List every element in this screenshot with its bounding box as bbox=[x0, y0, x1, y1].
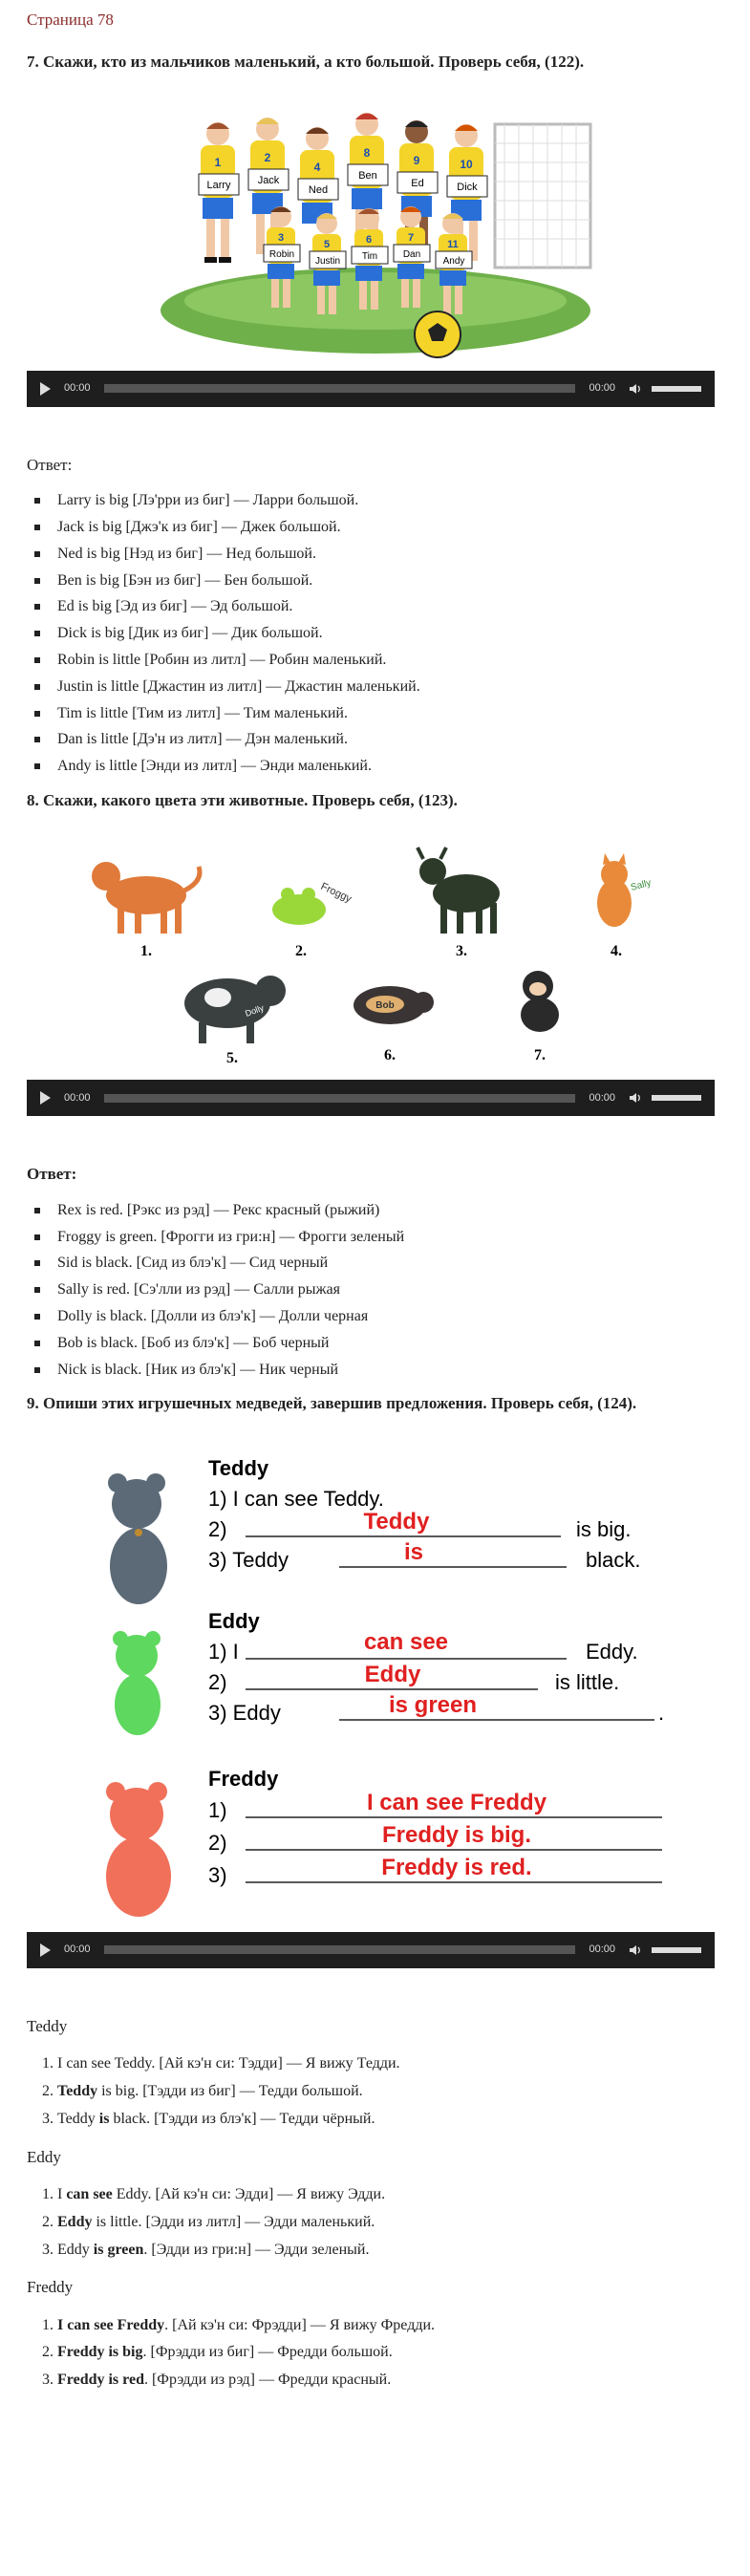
list-item: Justin is little [Джастин из литл] — Джастин маленький. bbox=[55, 676, 723, 699]
svg-text:1.: 1. bbox=[139, 943, 152, 960]
freddy-name: Freddy bbox=[207, 1766, 278, 1791]
list-item: 2. Eddy is little. [Эдди из литл] — Эдди маленький. bbox=[57, 2211, 723, 2235]
svg-text:9: 9 bbox=[413, 153, 419, 167]
boy-label: Larry bbox=[205, 179, 231, 191]
list-item: 3. Freddy is red. [Фрэдди из рэд] — Фредди красный. bbox=[57, 2369, 723, 2393]
freddy-heading: Freddy bbox=[27, 2278, 74, 2297]
svg-text:1): 1) bbox=[207, 1797, 227, 1822]
list-item: 2. Teddy is big. [Тэдди из биг] — Тедди большой. bbox=[57, 2080, 723, 2104]
svg-text:8: 8 bbox=[363, 145, 370, 160]
goat-figure bbox=[418, 848, 500, 959]
list-item: Froggy is green. [Фрогги из гри:н] — Фрогги зеленый bbox=[55, 1226, 723, 1250]
handwritten-answer: Freddy is big. bbox=[381, 1821, 531, 1848]
list-item: 2. Freddy is big. [Фрэдди из биг] — Фредди большой. bbox=[57, 2341, 723, 2365]
page-title: Страница 78 bbox=[27, 11, 114, 29]
svg-text:3: 3 bbox=[277, 231, 284, 244]
audio-player[interactable] bbox=[27, 1932, 715, 1968]
current-time: 00:00 bbox=[64, 382, 91, 395]
svg-text:.: . bbox=[657, 1700, 664, 1725]
list-item: Ben is big [Бэн из биг] — Бен большой. bbox=[55, 569, 723, 593]
animals-illustration bbox=[27, 824, 723, 1072]
teddy-name: Teddy bbox=[207, 1455, 268, 1480]
current-time: 00:00 bbox=[64, 1091, 91, 1104]
handwritten-answer: Freddy is red. bbox=[380, 1854, 532, 1880]
boy-label: Ned bbox=[308, 183, 328, 196]
svg-text:7: 7 bbox=[407, 231, 414, 244]
svg-text:Sally: Sally bbox=[629, 878, 653, 894]
audio-player[interactable] bbox=[27, 1080, 715, 1116]
cow-figure bbox=[184, 976, 286, 1066]
svg-text:6: 6 bbox=[365, 233, 372, 246]
list-item: 3. Eddy is green. [Эдди из гри:н] — Эдди зеленый. bbox=[57, 2239, 723, 2263]
svg-text:7.: 7. bbox=[533, 1047, 546, 1064]
boy-label: Justin bbox=[314, 255, 340, 267]
svg-text:3) Teddy: 3) Teddy bbox=[207, 1547, 289, 1572]
answer-label: Ответ: bbox=[27, 1165, 77, 1184]
svg-text:is big.: is big. bbox=[575, 1516, 631, 1541]
progress-bar[interactable] bbox=[104, 1945, 576, 1954]
svg-text:1: 1 bbox=[214, 155, 221, 169]
eddy-name: Eddy bbox=[207, 1608, 260, 1633]
svg-text:is little.: is little. bbox=[554, 1669, 619, 1694]
volume-slider[interactable] bbox=[652, 386, 701, 392]
svg-text:Eddy.: Eddy. bbox=[585, 1639, 638, 1664]
list-item: 1. I can see Eddy. [Ай кэ'н си: Эдди] — Я вижу Эдди. bbox=[57, 2183, 723, 2207]
teddy-heading: Teddy bbox=[27, 2016, 68, 2035]
boys-illustration bbox=[27, 86, 723, 363]
svg-text:Dolly: Dolly bbox=[243, 1003, 265, 1020]
audio-player[interactable] bbox=[27, 371, 715, 407]
boy-label: Dan bbox=[402, 248, 420, 260]
list-item: 1. I can see Teddy. [Ай кэ'н си: Тэдди] — Я вижу Тедди. bbox=[57, 2052, 723, 2076]
soccer-ball-icon bbox=[415, 311, 461, 357]
list-item: Robin is little [Робин из литл] — Робин маленький. bbox=[55, 649, 723, 673]
duration: 00:00 bbox=[589, 1091, 615, 1104]
svg-text:black.: black. bbox=[585, 1547, 640, 1572]
dog-figure bbox=[92, 862, 200, 959]
play-icon[interactable] bbox=[40, 1091, 51, 1105]
handwritten-answer: is green bbox=[388, 1691, 477, 1718]
svg-text:2): 2) bbox=[207, 1516, 227, 1541]
teddy-bear-figure bbox=[108, 1473, 167, 1604]
svg-text:2.: 2. bbox=[294, 943, 307, 960]
volume-slider[interactable] bbox=[652, 1095, 701, 1101]
task9-title: 9. Опиши этих игрушечных медведей, завершив предложения. Проверь себя, (124). bbox=[27, 1394, 637, 1413]
eddy-heading: Eddy bbox=[27, 2147, 61, 2166]
play-icon[interactable] bbox=[40, 382, 51, 396]
list-item: Dick is big [Дик из биг] — Дик большой. bbox=[55, 622, 723, 646]
list-item: Nick is black. [Ник из блэ'к] — Ник черный bbox=[55, 1359, 723, 1383]
list-item: Rex is red. [Рэкс из рэд] — Рекс красный (рыжий) bbox=[55, 1199, 723, 1223]
pig-figure bbox=[354, 986, 434, 1063]
list-item: Andy is little [Энди из литл] — Энди маленький. bbox=[55, 755, 723, 779]
list-item: Sally is red. [Сэ'лли из рэд] — Салли рыжая bbox=[55, 1278, 723, 1302]
list-item: Ned is big [Нэд из биг] — Нед большой. bbox=[55, 543, 723, 567]
boy-label: Ben bbox=[357, 169, 377, 182]
boy-label: Jack bbox=[257, 174, 279, 186]
duration: 00:00 bbox=[589, 1943, 615, 1956]
progress-bar[interactable] bbox=[104, 1094, 576, 1103]
list-item: Sid is black. [Сид из блэ'к] — Сид черный bbox=[55, 1252, 723, 1276]
duration: 00:00 bbox=[589, 382, 615, 395]
volume-icon[interactable] bbox=[629, 382, 642, 396]
play-icon[interactable] bbox=[40, 1943, 51, 1957]
list-item: Larry is big [Лэ'рри из биг] — Ларри большой. bbox=[55, 489, 723, 513]
boy-label: Andy bbox=[442, 255, 464, 267]
svg-text:10: 10 bbox=[459, 157, 473, 171]
svg-text:4.: 4. bbox=[610, 943, 622, 960]
svg-text:Froggy: Froggy bbox=[318, 881, 354, 906]
current-time: 00:00 bbox=[64, 1943, 91, 1956]
handwritten-answer: is bbox=[403, 1538, 423, 1565]
list-item: Dan is little [Дэ'н из литл] — Дэн маленький. bbox=[55, 728, 723, 752]
svg-text:6.: 6. bbox=[383, 1047, 396, 1064]
list-item: Jack is big [Джэ'к из биг] — Джек большой. bbox=[55, 516, 723, 540]
task7-title: 7. Скажи, кто из мальчиков маленький, а кто большой. Проверь себя, (122). bbox=[27, 53, 585, 72]
boy-label: Robin bbox=[268, 248, 294, 260]
svg-text:3) Eddy: 3) Eddy bbox=[207, 1700, 281, 1725]
handwritten-answer: can see bbox=[363, 1628, 448, 1655]
svg-text:3): 3) bbox=[207, 1862, 227, 1887]
svg-text:11: 11 bbox=[446, 238, 459, 250]
handwritten-answer: Teddy bbox=[363, 1508, 429, 1535]
freddy-answers bbox=[57, 2314, 723, 2393]
list-item: 3. Teddy is black. [Тэдди из блэ'к] — Тедди чёрный. bbox=[57, 2108, 723, 2132]
teddy-answers bbox=[57, 2052, 723, 2131]
bears-worksheet bbox=[27, 1437, 723, 1924]
svg-text:2): 2) bbox=[207, 1669, 227, 1694]
svg-text:1) I can see Teddy.: 1) I can see Teddy. bbox=[207, 1486, 384, 1511]
task7-answers bbox=[55, 489, 723, 779]
cat-figure bbox=[597, 853, 653, 959]
svg-text:Bob: Bob bbox=[375, 1000, 395, 1012]
frog-figure bbox=[272, 881, 354, 959]
list-item: Ed is big [Эд из биг] — Эд большой. bbox=[55, 595, 723, 619]
list-item: Tim is little [Тим из литл] — Тим маленький. bbox=[55, 702, 723, 726]
volume-slider[interactable] bbox=[652, 1947, 701, 1953]
volume-icon[interactable] bbox=[629, 1091, 642, 1105]
svg-text:5.: 5. bbox=[225, 1050, 238, 1067]
monkey-figure bbox=[521, 971, 559, 1063]
svg-text:1) I: 1) I bbox=[207, 1639, 239, 1664]
boy-label: Ed bbox=[410, 177, 424, 189]
boy-label: Dick bbox=[456, 181, 478, 193]
svg-text:5: 5 bbox=[323, 238, 330, 250]
list-item: 1. I can see Freddy. [Ай кэ'н си: Фрэдди] — Я вижу Фредди. bbox=[57, 2314, 723, 2338]
task8-answers bbox=[55, 1199, 723, 1383]
svg-text:2: 2 bbox=[264, 150, 270, 164]
boy-label: Tim bbox=[361, 250, 377, 262]
answer-label: Ответ: bbox=[27, 455, 73, 474]
freddy-bear-figure bbox=[106, 1782, 171, 1917]
handwritten-answer: Eddy bbox=[364, 1661, 420, 1687]
progress-bar[interactable] bbox=[104, 384, 576, 393]
handwritten-answer: I can see Freddy bbox=[366, 1789, 546, 1815]
volume-icon[interactable] bbox=[629, 1943, 642, 1957]
svg-text:2): 2) bbox=[207, 1830, 227, 1855]
svg-text:4: 4 bbox=[313, 160, 320, 174]
list-item: Bob is black. [Боб из блэ'к] — Боб черный bbox=[55, 1332, 723, 1356]
task8-title: 8. Скажи, какого цвета эти животные. Проверь себя, (123). bbox=[27, 790, 458, 809]
list-item: Dolly is black. [Долли из блэ'к] — Долли черная bbox=[55, 1305, 723, 1329]
svg-text:3.: 3. bbox=[455, 943, 467, 960]
eddy-bear-figure bbox=[113, 1631, 161, 1735]
eddy-answers bbox=[57, 2183, 723, 2262]
